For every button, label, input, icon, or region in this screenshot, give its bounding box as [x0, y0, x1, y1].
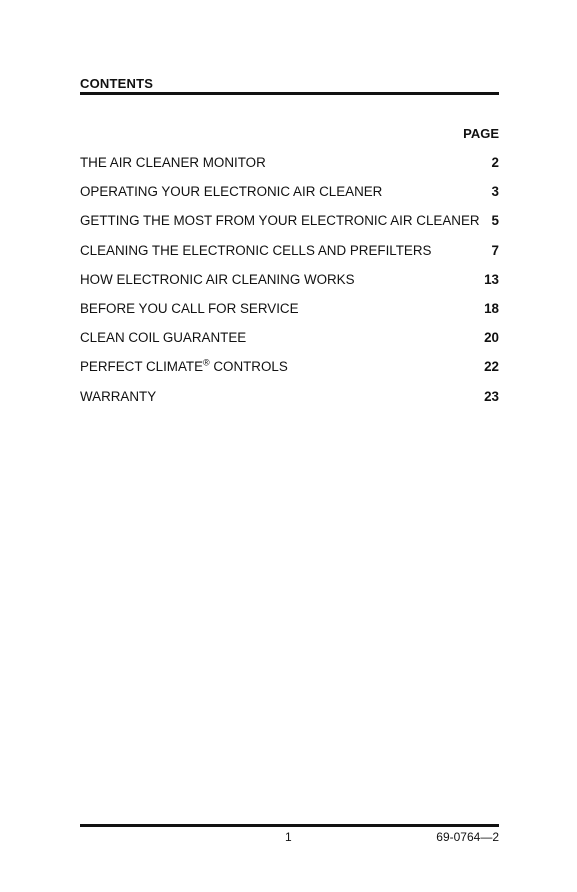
toc-entry-page: 3	[491, 184, 499, 200]
toc-entry-title: HOW ELECTRONIC AIR CLEANING WORKS	[80, 271, 355, 287]
footer-page-number: 1	[285, 830, 292, 844]
toc-entry[interactable]	[80, 301, 499, 330]
toc-entry[interactable]	[80, 155, 499, 184]
toc-entry-title: CLEANING THE ELECTRONIC CELLS AND PREFILTERS	[80, 242, 432, 258]
toc-entry-title: THE AIR CLEANER MONITOR	[80, 155, 266, 170]
footer-rule	[80, 824, 499, 827]
contents-heading: CONTENTS	[80, 76, 154, 91]
toc-entry-title: BEFORE YOU CALL FOR SERVICE	[80, 300, 299, 316]
toc-entry-page: 22	[484, 359, 499, 375]
toc-entry-page: 23	[484, 388, 499, 404]
page-column-header: PAGE	[463, 126, 499, 141]
toc-entry-title: CLEAN COIL GUARANTEE	[80, 330, 247, 346]
toc-entry-page: 7	[491, 242, 499, 258]
toc-entry[interactable]	[80, 213, 499, 242]
toc-entry[interactable]	[80, 272, 499, 301]
toc-entry-page: 2	[491, 155, 499, 170]
toc-entry-title-text: PERFECT CLIMATE	[80, 359, 204, 375]
toc-entry-page: 13	[484, 271, 499, 287]
toc-entry-page: 5	[491, 213, 499, 229]
toc-entry-title: WARRANTY	[80, 388, 157, 404]
footer-document-number: 69-0764—2	[436, 830, 499, 844]
toc-entry-title: GETTING THE MOST FROM YOUR ELECTRONIC AIR CLEANER	[80, 213, 480, 229]
toc-entry[interactable]	[80, 389, 499, 418]
toc-entry[interactable]	[80, 184, 499, 213]
toc-entry-page: 18	[484, 300, 499, 316]
toc-entry-title: OPERATING YOUR ELECTRONIC AIR CLEANER	[80, 184, 383, 200]
toc-entry[interactable]	[80, 330, 499, 359]
toc-entry-page: 20	[484, 330, 499, 346]
toc-entry[interactable]	[80, 359, 499, 388]
table-of-contents	[80, 155, 499, 418]
toc-entry[interactable]	[80, 243, 499, 272]
registered-trademark-mark: ®	[203, 357, 210, 368]
toc-entry-title-suffix: CONTROLS	[209, 359, 288, 375]
heading-rule	[80, 92, 499, 95]
toc-entry-title	[80, 359, 288, 374]
